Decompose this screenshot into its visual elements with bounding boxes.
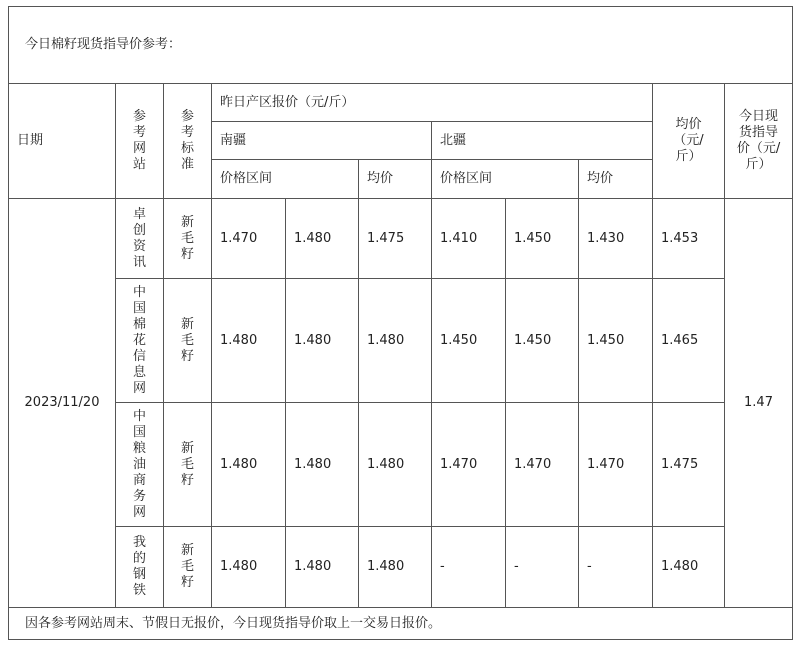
price-guide-table bbox=[8, 6, 793, 640]
avg-cell: 1.453 bbox=[653, 199, 725, 279]
header-north-avg: 均价 bbox=[579, 160, 653, 199]
south-avg-cell: 1.475 bbox=[359, 199, 432, 279]
avg-cell: 1.465 bbox=[653, 279, 725, 403]
header-south: 南疆 bbox=[212, 122, 432, 160]
north-high-cell: 1.470 bbox=[506, 403, 579, 527]
north-avg-cell: - bbox=[579, 527, 653, 608]
header-north-range: 价格区间 bbox=[432, 160, 579, 199]
table-row bbox=[9, 279, 793, 403]
header-north: 北疆 bbox=[432, 122, 653, 160]
north-low-cell: - bbox=[432, 527, 506, 608]
north-low-cell: 1.450 bbox=[432, 279, 506, 403]
note-row bbox=[9, 608, 793, 640]
today-price-cell: 1.47 bbox=[725, 199, 793, 608]
header-site: 参考网站 bbox=[116, 84, 164, 199]
standard-cell: 新毛籽 bbox=[164, 279, 212, 403]
north-low-cell: 1.410 bbox=[432, 199, 506, 279]
south-low-cell: 1.480 bbox=[212, 527, 286, 608]
site-cell: 中国棉花信息网 bbox=[116, 279, 164, 403]
table-title: 今日棉籽现货指导价参考： bbox=[9, 7, 793, 84]
avg-cell: 1.480 bbox=[653, 527, 725, 608]
south-low-cell: 1.480 bbox=[212, 403, 286, 527]
south-high-cell: 1.480 bbox=[286, 279, 359, 403]
north-low-cell: 1.470 bbox=[432, 403, 506, 527]
table-row bbox=[9, 403, 793, 527]
header-date: 日期 bbox=[9, 84, 116, 199]
north-avg-cell: 1.430 bbox=[579, 199, 653, 279]
table-row bbox=[9, 199, 793, 279]
site-cell: 中国粮油商务网 bbox=[116, 403, 164, 527]
header-row-1 bbox=[9, 84, 793, 122]
date-cell: 2023/11/20 bbox=[9, 199, 116, 608]
north-avg-cell: 1.470 bbox=[579, 403, 653, 527]
standard-cell: 新毛籽 bbox=[164, 527, 212, 608]
south-high-cell: 1.480 bbox=[286, 199, 359, 279]
table-note: 因各参考网站周末、节假日无报价，今日现货指导价取上一交易日报价。 bbox=[9, 608, 793, 640]
site-cell: 我的钢铁 bbox=[116, 527, 164, 608]
north-high-cell: 1.450 bbox=[506, 199, 579, 279]
standard-cell: 新毛籽 bbox=[164, 403, 212, 527]
north-high-cell: 1.450 bbox=[506, 279, 579, 403]
south-avg-cell: 1.480 bbox=[359, 403, 432, 527]
north-high-cell: - bbox=[506, 527, 579, 608]
header-south-avg: 均价 bbox=[359, 160, 432, 199]
header-yesterday-quote: 昨日产区报价（元/斤） bbox=[212, 84, 653, 122]
title-row bbox=[9, 7, 793, 84]
north-avg-cell: 1.450 bbox=[579, 279, 653, 403]
site-cell: 卓创资讯 bbox=[116, 199, 164, 279]
standard-cell: 新毛籽 bbox=[164, 199, 212, 279]
header-standard: 参考标准 bbox=[164, 84, 212, 199]
avg-cell: 1.475 bbox=[653, 403, 725, 527]
south-avg-cell: 1.480 bbox=[359, 527, 432, 608]
south-high-cell: 1.480 bbox=[286, 403, 359, 527]
header-today-guide: 今日现货指导价（元/斤） bbox=[725, 84, 793, 199]
header-south-range: 价格区间 bbox=[212, 160, 359, 199]
south-high-cell: 1.480 bbox=[286, 527, 359, 608]
table-row bbox=[9, 527, 793, 608]
south-low-cell: 1.480 bbox=[212, 279, 286, 403]
header-avg: 均价（元/斤） bbox=[653, 84, 725, 199]
south-low-cell: 1.470 bbox=[212, 199, 286, 279]
south-avg-cell: 1.480 bbox=[359, 279, 432, 403]
